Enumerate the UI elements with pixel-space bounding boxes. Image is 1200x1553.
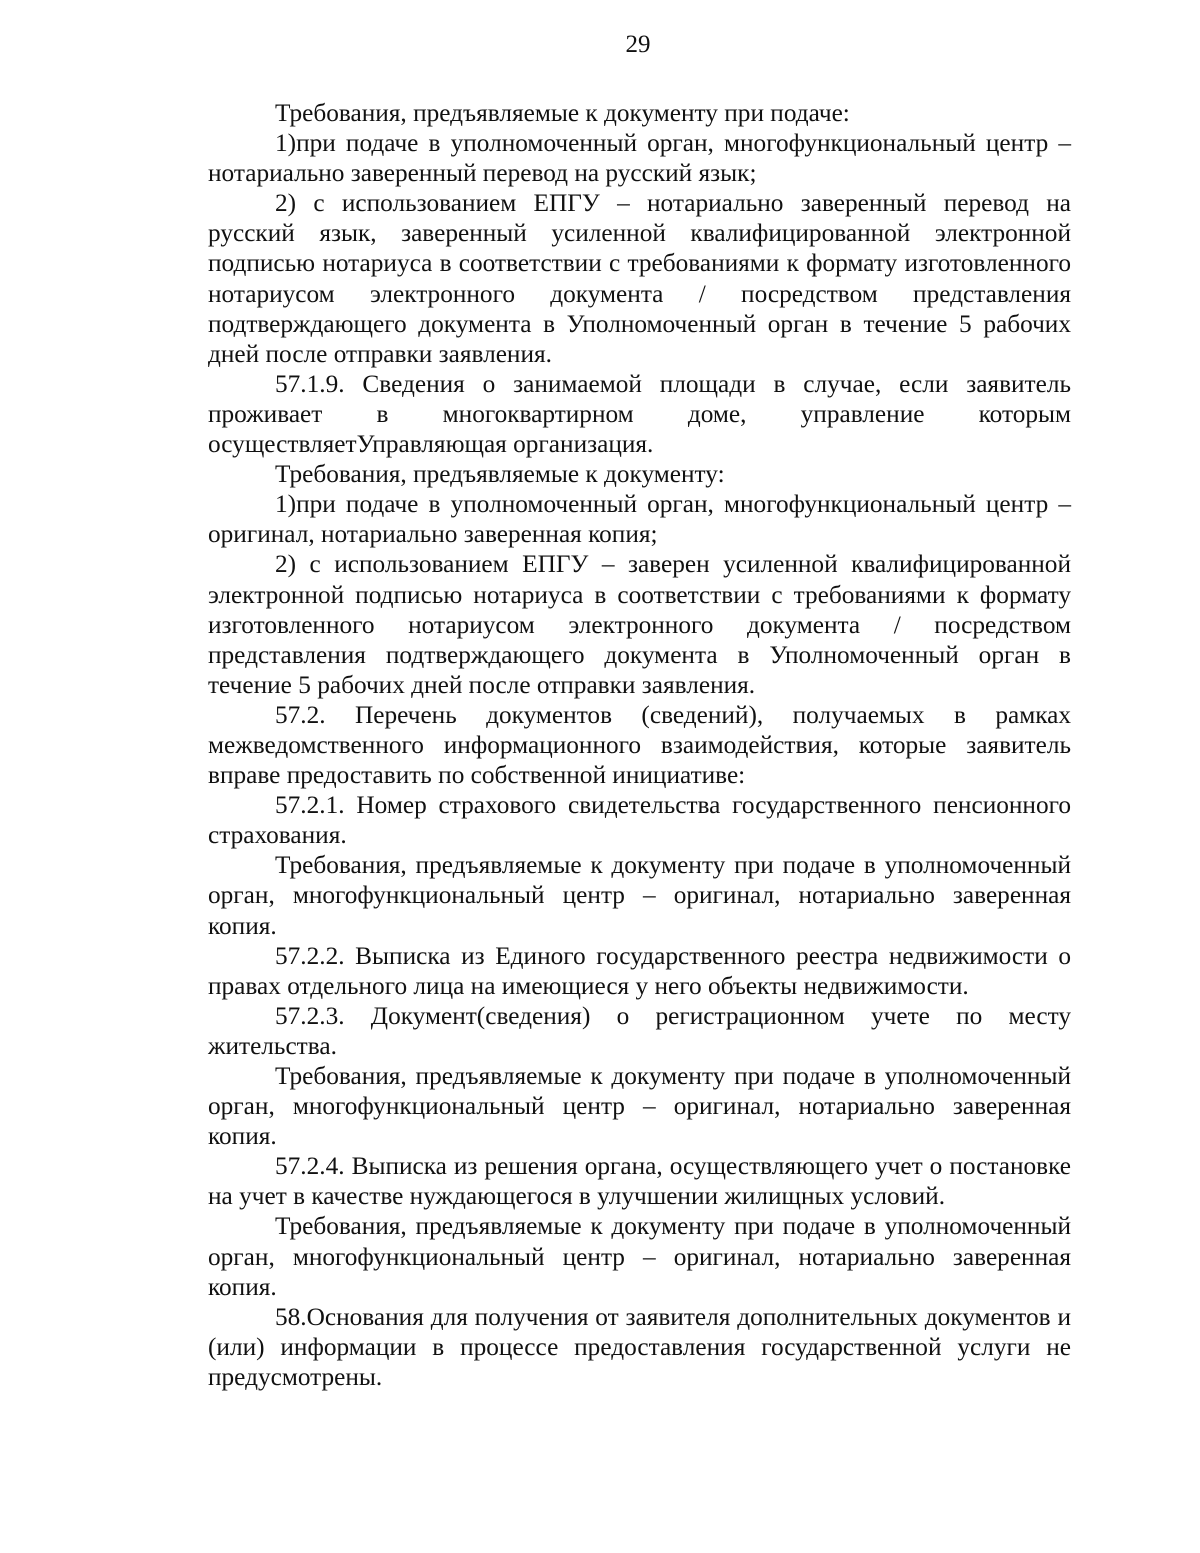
paragraph-requirements-57-2-3: Требования, предъявляемые к документу при подаче в уполномоченный орган, многофункциональный центр – оригинал, нотариально заверенная копия. xyxy=(208,1062,1071,1151)
page-number: 29 xyxy=(625,31,651,58)
paragraph-57-1-9: 57.1.9. Сведения о занимаемой площади в случае, если заявитель проживает в многоквартирном доме, управление которым осуществляетУправляющая организация. xyxy=(208,369,1071,459)
paragraph-requirements-heading-2: Требования, предъявляемые к документу: xyxy=(275,460,725,489)
paragraph-57-2: 57.2. Перечень документов (сведений), получаемых в рамках межведомственного информационного взаимодействия, которые заявитель вправе предоставить по собственной инициативе: xyxy=(208,700,1071,790)
paragraph-requirement-2b: 2) с использованием ЕПГУ – заверен усиленной квалифицированной электронной подписью нотариуса в соответствии с требованиями к формату изготовленного нотариусом электронного документа / посредством представления подтверждающего документа в Уполномоченный орган в течение 5 рабочих дней после отправки заявления. xyxy=(208,550,1071,699)
paragraph-57-2-3: 57.2.3. Документ(сведения) о регистрационном учете по месту жительства. xyxy=(208,1001,1071,1060)
document-body xyxy=(208,98,1071,1392)
paragraph-requirements-heading: Требования, предъявляемые к документу при подаче: xyxy=(275,99,850,127)
paragraph-57-2-2: 57.2.2. Выписка из Единого государственного реестра недвижимости о правах отдельного лица на имеющиеся у него объекты недвижимости. xyxy=(208,941,1071,1000)
paragraph-58: 58.Основания для получения от заявителя дополнительных документов и (или) информации в процессе предоставления государственной услуги не предусмотрены. xyxy=(208,1302,1071,1391)
paragraph-57-2-4: 57.2.4. Выписка из решения органа, осуществляющего учет о постановке на учет в качестве нуждающегося в улучшении жилищных условий. xyxy=(208,1152,1071,1211)
paragraph-requirements-57-2-4: Требования, предъявляемые к документу при подаче в уполномоченный орган, многофункциональный центр – оригинал, нотариально заверенная копия. xyxy=(208,1212,1071,1301)
paragraph-requirement-1b: 1)при подаче в уполномоченный орган, многофункциональный центр – оригинал, нотариально заверенная копия; xyxy=(208,490,1071,549)
paragraph-requirement-1: 1)при подаче в уполномоченный орган, многофункциональный центр – нотариально заверенный перевод на русский язык; xyxy=(208,129,1071,188)
paragraph-57-2-1: 57.2.1. Номер страхового свидетельства государственного пенсионного страхования. xyxy=(208,791,1071,850)
paragraph-requirement-2: 2) с использованием ЕПГУ – нотариально заверенный перевод на русский язык, заверенный усиленной квалифицированной электронной подписью нотариуса в соответствии с требованиями к формату изготовленного нотариусом электронного документа / посредством представления подтверждающего документа в Уполномоченный орган в течение 5 рабочих дней после отправки заявления. xyxy=(208,189,1071,368)
paragraph-requirements-57-2-1: Требования, предъявляемые к документу при подаче в уполномоченный орган, многофункциональный центр – оригинал, нотариально заверенная копия. xyxy=(208,851,1071,940)
